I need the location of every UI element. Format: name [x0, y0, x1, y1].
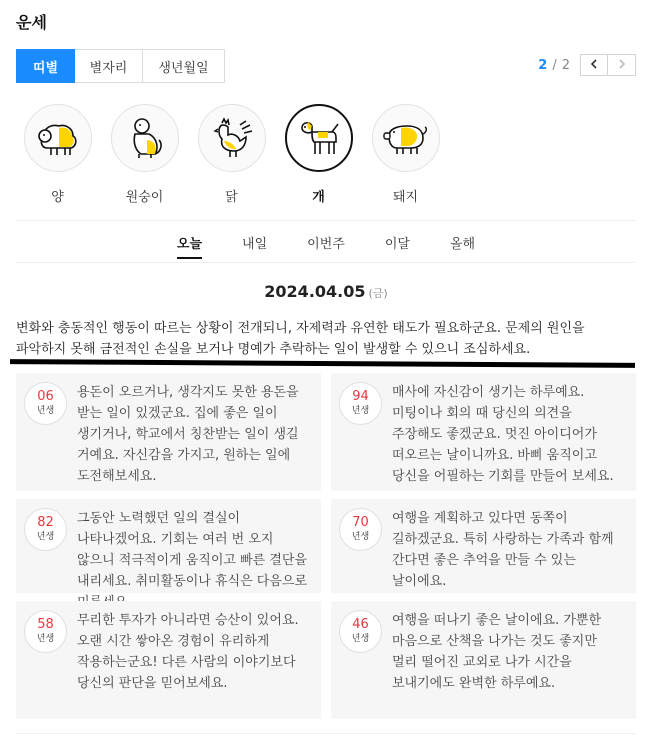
total-pages: 2 [561, 57, 570, 73]
tab-this-year[interactable]: 올해 [449, 237, 476, 252]
birth-year-suffix: 년생 [351, 532, 370, 542]
date-day-of-week: (금) [368, 287, 388, 300]
sheep-icon [24, 104, 92, 172]
page-indicator [538, 58, 570, 73]
fortune-card [16, 373, 321, 491]
section-divider [10, 359, 635, 368]
tab-today[interactable]: 오늘 [177, 231, 202, 259]
zodiac-label-dog: 개 [312, 190, 325, 205]
fortune-card [16, 499, 321, 593]
zodiac-carousel [14, 104, 449, 205]
monkey-icon [111, 104, 179, 172]
tab-tomorrow[interactable]: 내일 [242, 237, 268, 252]
birth-year-badge [339, 382, 382, 425]
birth-year: 70 [352, 515, 369, 530]
birth-year-suffix: 년생 [36, 634, 55, 644]
period-tabs [0, 231, 652, 259]
fortune-text: 그동안 노력했던 일의 결실이 나타나겠어요. 기회는 여러 번 오지 않으니 적극적이게 움직이고 빠른 결단을 내리세요. 취미활동이나 휴식은 다음으로 [77, 511, 308, 589]
zodiac-dog[interactable] [275, 104, 362, 205]
prev-page-button[interactable] [580, 54, 608, 76]
birth-year-suffix: 년생 [351, 406, 370, 416]
fortune-text: 매사에 자신감이 생기는 하루예요. 미팅이나 회의 때 당신의 의견을 주장해도 좋겠군요. 멋진 아이디어가 떠오르는 날이니까요. 바삐 움직이고 당신을 어필하는 기회를 만들어 보세요. [392, 385, 614, 484]
fortune-text: 여행을 떠나기 좋은 날이에요. 가뿐한 마음으로 산책을 나가는 것도 좋지만 멀리 떨어진 교외로 나가 시간을 보내기에도 완벽한 하루예요. [392, 613, 602, 691]
fortune-card [331, 601, 636, 719]
birth-year: 46 [352, 617, 369, 632]
birth-year-suffix: 년생 [36, 532, 55, 542]
rooster-icon [198, 104, 266, 172]
date-value: 2024.04.05 [264, 282, 366, 301]
tab-birthdate[interactable]: 생년월일 [143, 49, 225, 83]
dog-icon [285, 104, 353, 172]
birth-year: 82 [37, 515, 54, 530]
category-tabs [16, 49, 225, 83]
pig-icon [372, 104, 440, 172]
birth-year-badge [24, 382, 67, 425]
current-page: 2 [538, 57, 548, 73]
zodiac-pig[interactable] [362, 104, 449, 205]
zodiac-label-monkey: 원숭이 [125, 190, 164, 205]
zodiac-label-sheep: 양 [51, 190, 64, 205]
birth-year-badge [24, 610, 67, 653]
fortune-text: 무리한 투자가 아니라면 승산이 있어요. 오랜 시간 쌓아온 경험이 유리하게 작용하는군요! 다른 사람의 이야기보다 당신의 판단을 믿어보세요. [77, 613, 299, 691]
tab-zodiac-animal[interactable]: 띠별 [16, 49, 75, 83]
chevron-right-icon [618, 58, 626, 73]
fortune-text: 여행을 계획하고 있다면 동쪽이 길하겠군요. 특히 사랑하는 가족과 함께 간다면 좋은 추억을 만들 수 있는 날이에요. [392, 511, 614, 589]
birth-year-badge [339, 508, 382, 551]
page-separator: / [552, 57, 557, 73]
birth-year: 94 [352, 389, 369, 404]
divider [16, 733, 636, 734]
next-page-button[interactable] [608, 54, 636, 76]
fortune-text: 용돈이 오르거나, 생각지도 못한 용돈을 받는 일이 있겠군요. 집에 좋은 일이 생기거나, 학교에서 칭찬받는 일이 생길 거예요. 자신감을 가지고, 원하는 일에 도전해보세요. [77, 385, 299, 484]
fortune-card [331, 373, 636, 491]
zodiac-label-pig: 돼지 [392, 190, 419, 205]
birth-year-badge [339, 610, 382, 653]
zodiac-label-rooster: 닭 [225, 190, 238, 205]
divider [16, 262, 636, 263]
zodiac-monkey[interactable] [101, 104, 188, 205]
pager [538, 54, 636, 76]
fortune-card [16, 601, 321, 719]
tab-this-week[interactable]: 이번주 [307, 237, 345, 252]
fortune-date [0, 282, 652, 301]
birth-year: 06 [37, 389, 54, 404]
page-title: 운세 [16, 13, 47, 32]
zodiac-rooster[interactable] [188, 104, 275, 205]
tab-constellation[interactable]: 별자리 [75, 49, 143, 83]
chevron-left-icon [590, 58, 598, 73]
fortune-cards [16, 373, 636, 719]
fortune-summary: 변화와 충동적인 행동이 따르는 상황이 전개되니, 자제력과 유연한 태도가 필요하군요. 문제의 원인을 파악하지 못해 금전적인 손실을 보거나 명예가 추락하는 일이 발생할 수 있으니 조심하세요. [16, 321, 585, 357]
zodiac-sheep[interactable] [14, 104, 101, 205]
birth-year-suffix: 년생 [351, 634, 370, 644]
divider [16, 220, 636, 221]
tab-this-month[interactable]: 이달 [384, 237, 410, 252]
birth-year-suffix: 년생 [36, 406, 55, 416]
birth-year-badge [24, 508, 67, 551]
birth-year: 58 [37, 617, 54, 632]
fortune-card [331, 499, 636, 593]
